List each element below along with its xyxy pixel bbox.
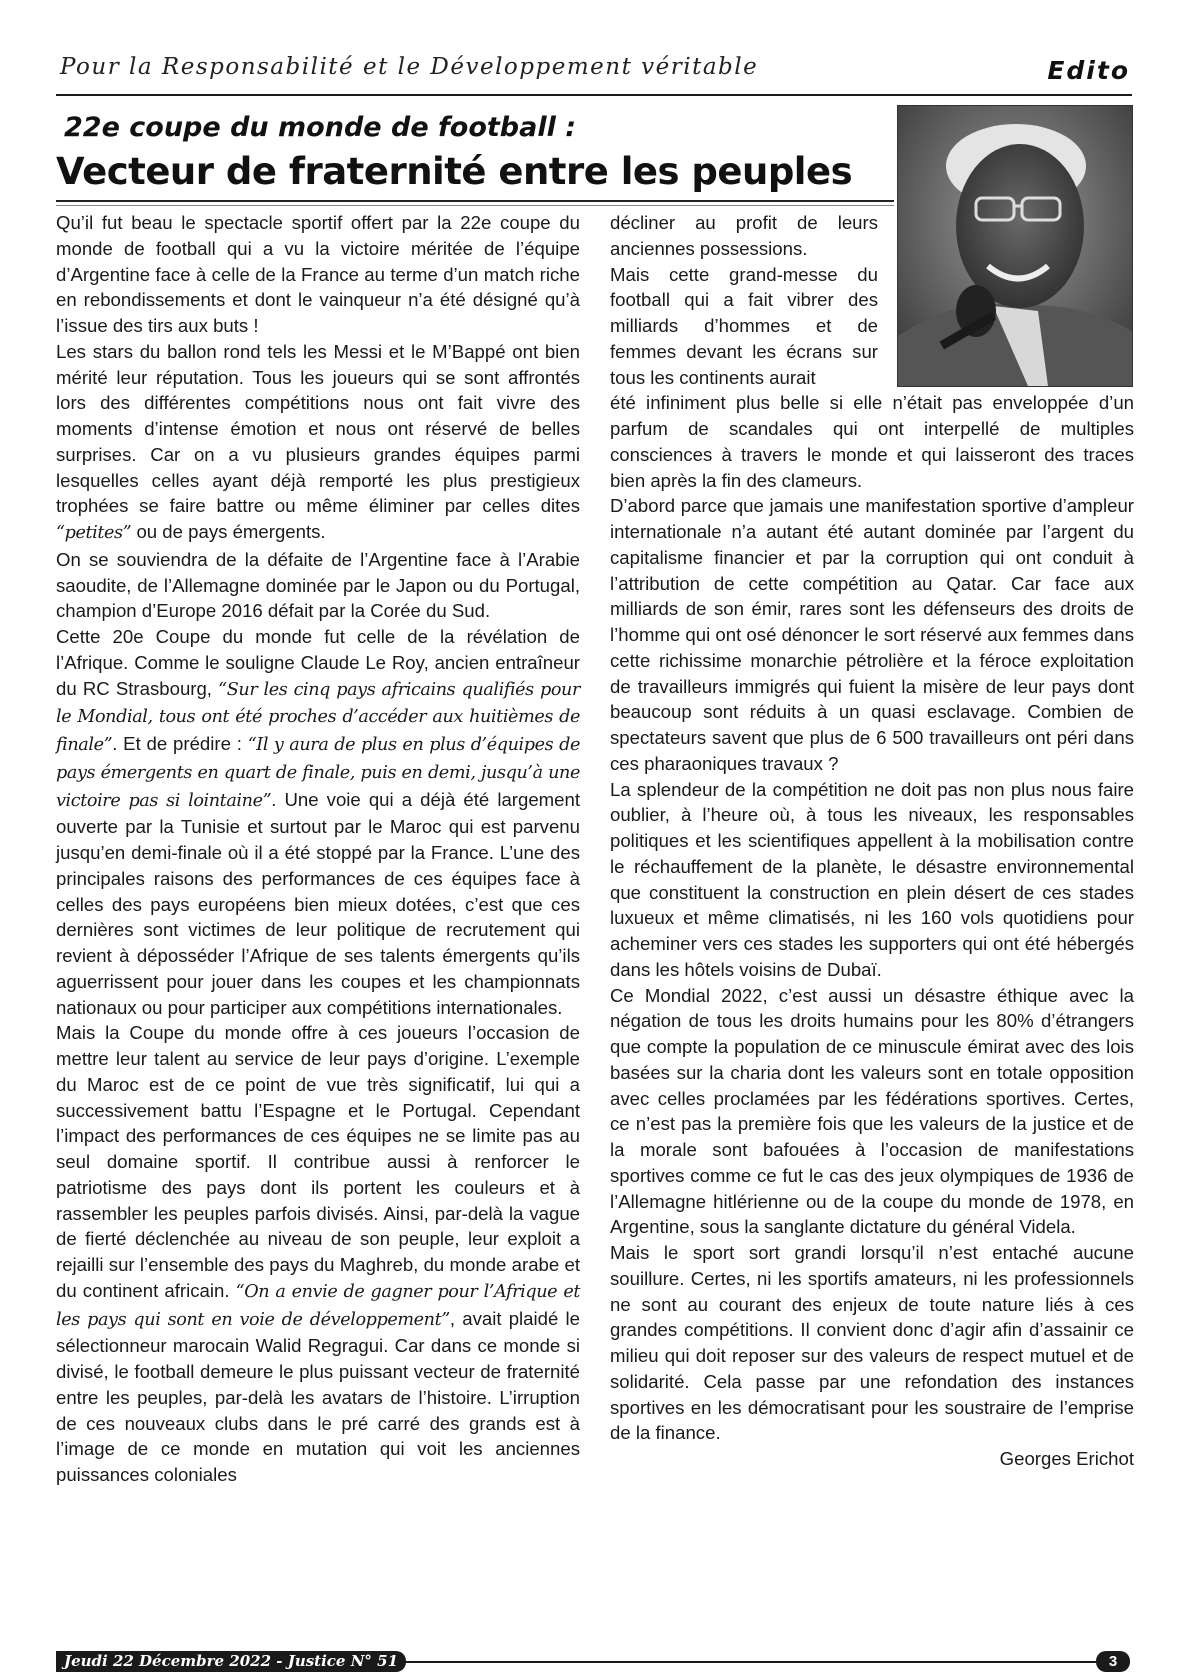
header-section-label: Edito [1047,56,1130,85]
right-column [610,210,1134,1472]
inline-quote: “On a envie de gagner pour l’Afrique et les pays qui sont en voie de développement” [56,1281,581,1330]
footer-issue-label: Jeudi 22 Décembre 2022 - Justice N° 51 [56,1651,406,1672]
paragraph: Mais le sport sort grandi lorsqu’il n’est entaché aucune souillure. Certes, ni les sportifs amateurs, ni les professionnels ne sont au courant des enjeux de toute nature liés à ces grandes compétitions. Il convient donc d’agir afin d’assainir ce milieu qui doit reposer sur des valeurs de respect mutuel et de solidarité. Cela passe par une refondation des instances sportives en les démocratisant pour les soustraire de l’emprise de la finance. [610,1242,1134,1444]
page-header [56,52,1132,96]
page-number: 3 [1096,1651,1130,1672]
article-title: Vecteur de fraternité entre les peuples [56,150,853,193]
paragraph-text: Cette 20e Coupe du monde fut celle de la révélation de l’Afrique. Comme le souligne Claude Le Roy, ancien entraîneur du RC Strasbourg, [56,626,580,699]
author-signature: Georges Erichot [999,1448,1134,1469]
paragraph-text: , avait plaidé le sélectionneur marocain Walid Regragui. Car dans ce monde si divisé, le football demeure le plus puissant vecteur de fraternité entre les peuples, par-delà les avatars de l’histoire. L’irruption de ces nouveaux clubs dans le pré carré des grands est à l’image de ce monde en mutation qui voit les anciennes puissances coloniales [56,1307,580,1485]
paragraph [56,1020,580,1488]
title-rule-secondary [56,205,894,206]
paragraph-text: Les stars du ballon rond tels les Messi et le M’Bappé ont bien mérité leur réputation. Tous les joueurs qui se sont affrontés lors des différentes compétitions nous ont fait vivre des moments d’intense émotion et nous ont réservé de belles surprises. Car on a vu plusieurs grandes équipes parmi lesquelles celles ayant déjà remporté les plus prestigieux trophées se faire battre ou même éliminer par celles dites [56,340,580,517]
paragraph [56,339,580,547]
footer-rule [356,1661,1096,1663]
paragraph: On se souviendra de la défaite de l’Argentine face à l’Arabie saoudite, de l’Allemagne dominée par le Japon ou du Portugal, champion d’Europe 2016 défait par la Corée du Sud. [56,548,580,622]
paragraph: La splendeur de la compétition ne doit pas non plus nous faire oublier, à l’heure où, à tous les niveaux, les responsables politiques et les scientifiques appellent à la mobilisation contre le réchauffement de la planète, le désastre environnemental que constituent la construction en plein désert de ces stades luxueux et même climatisés, ni les 160 vols quotidiens pour acheminer vers ces stades les supporters qui ont été hébergés dans les hôtels voisins de Dubaï. [610,778,1134,980]
paragraph-text: ou de pays émergents. [131,521,326,542]
paragraph-text: Mais la Coupe du monde offre à ces joueurs l’occasion de mettre leur talent au service de leur pays d’origine. L’exemple du Maroc est de ce point de vue très significatif, lui qui a successivement battu l’Espagne et le Portugal. Cependant l’impact des performances de ces équipes ne se limite pas au seul domaine sportif. Il contribue aussi à renforcer le patriotisme des pays dont ils portent les couleurs et à rassembler les peuples parfois divisés. Ainsi, par-delà la vague de fierté déclenchée au niveau de son peuple, leur exploit a rejailli sur l’ensemble des pays du Maghreb, du monde arabe et du continent africain. [56,1022,580,1301]
paragraph: été infiniment plus belle si elle n’était pas enveloppée d’un parfum de scandales qui ont interpellé de multiples consciences à travers le monde et qui laisseront des traces bien après la fin des clameurs. [610,392,1134,491]
paragraph: Qu’il fut beau le spectacle sportif offert par la 22e coupe du monde de football qui a vu la victoire méritée de l’équipe d’Argentine face à celle de la France au terme d’un match riche en rebondissements et dont le vainqueur n’a été désigné qu’à l’issue des tirs aux buts ! [56,212,580,336]
paragraph: Ce Mondial 2022, c’est aussi un désastre éthique avec la négation de tous les droits humains pour les 80% d’étrangers que compte la population de ce minuscule émirat avec des lois basées sur la charia dont les valeurs sont en totale opposition avec celles proclamées par les fédérations sportives. Certes, ce n’est pas la première fois que les valeurs de la justice et de la morale sont bafouées à l’occasion de manifestations sportives comme ce fut le cas des jeux olympiques de 1936 de l’Allemagne hitlérienne ou de la coupe du monde de 1978, en Argentine, sous la sanglante dictature du général Videla. [610,984,1134,1238]
paragraph: Mais cette grand-messe du football qui a fait vibrer des milliards d’hommes et de femmes devant les écrans sur tous les continents aurait [610,263,878,388]
paragraph: décliner au profit de leurs anciennes possessions. [610,212,878,259]
header-tagline: Pour la Responsabilité et le Développement véritable [60,54,759,80]
left-column [56,210,580,1488]
paragraph [56,624,580,1020]
inline-quote: “Sur les cinq pays africains qualifiés pour le Mondial, tous ont été proches d’accéder aux huitièmes de finale” [56,679,580,755]
inline-quote: “Il y aura de plus en plus d’équipes de pays émergents en quart de finale, puis en demi, jusqu’à une victoire pas si lointaine” [56,735,580,811]
article-kicker: 22e coupe du monde de football : [64,112,577,143]
inline-quote: “petites” [56,523,132,543]
page-footer [56,1651,1130,1673]
title-rule [56,200,894,202]
paragraph: D’abord parce que jamais une manifestation sportive d’ampleur internationale n’a autant été autant dominée par l’argent du capitalisme financier et par la corruption qui ont conduit à l’attribution de cette compétition au Qatar. Car face aux milliards de son émir, rares sont les défenseurs des droits de l’homme qui ont osé dénoncer le sort réservé aux femmes dans cette richissime monarchie pétrolière et la féroce exploitation de travailleurs immigrés qui fuient la misère de leur pays dont beaucoup sont réduits à un quasi esclavage. Combien de spectateurs savent que plus de 6 500 travailleurs ont péri dans ces pharaoniques travaux ? [610,495,1134,774]
paragraph-text: . Une voie qui a déjà été largement ouverte par la Tunisie et surtout par le Maroc qui est parvenu jusqu’en demi-finale où il a été stoppé par la France. L’une des principales raisons des performances de ces équipes face à celles des pays européens bien mieux dotées, c’est que ces dernières sont victimes de leur politique de recrutement qui revient à déposséder l’Afrique de ses talents émergents qu’ils aguerrissent pour jouer dans les coupes et les championnats nationaux ou pour participer aux compétitions internationales. [56,788,580,1018]
paragraph-text: . Et de prédire : [112,733,248,754]
